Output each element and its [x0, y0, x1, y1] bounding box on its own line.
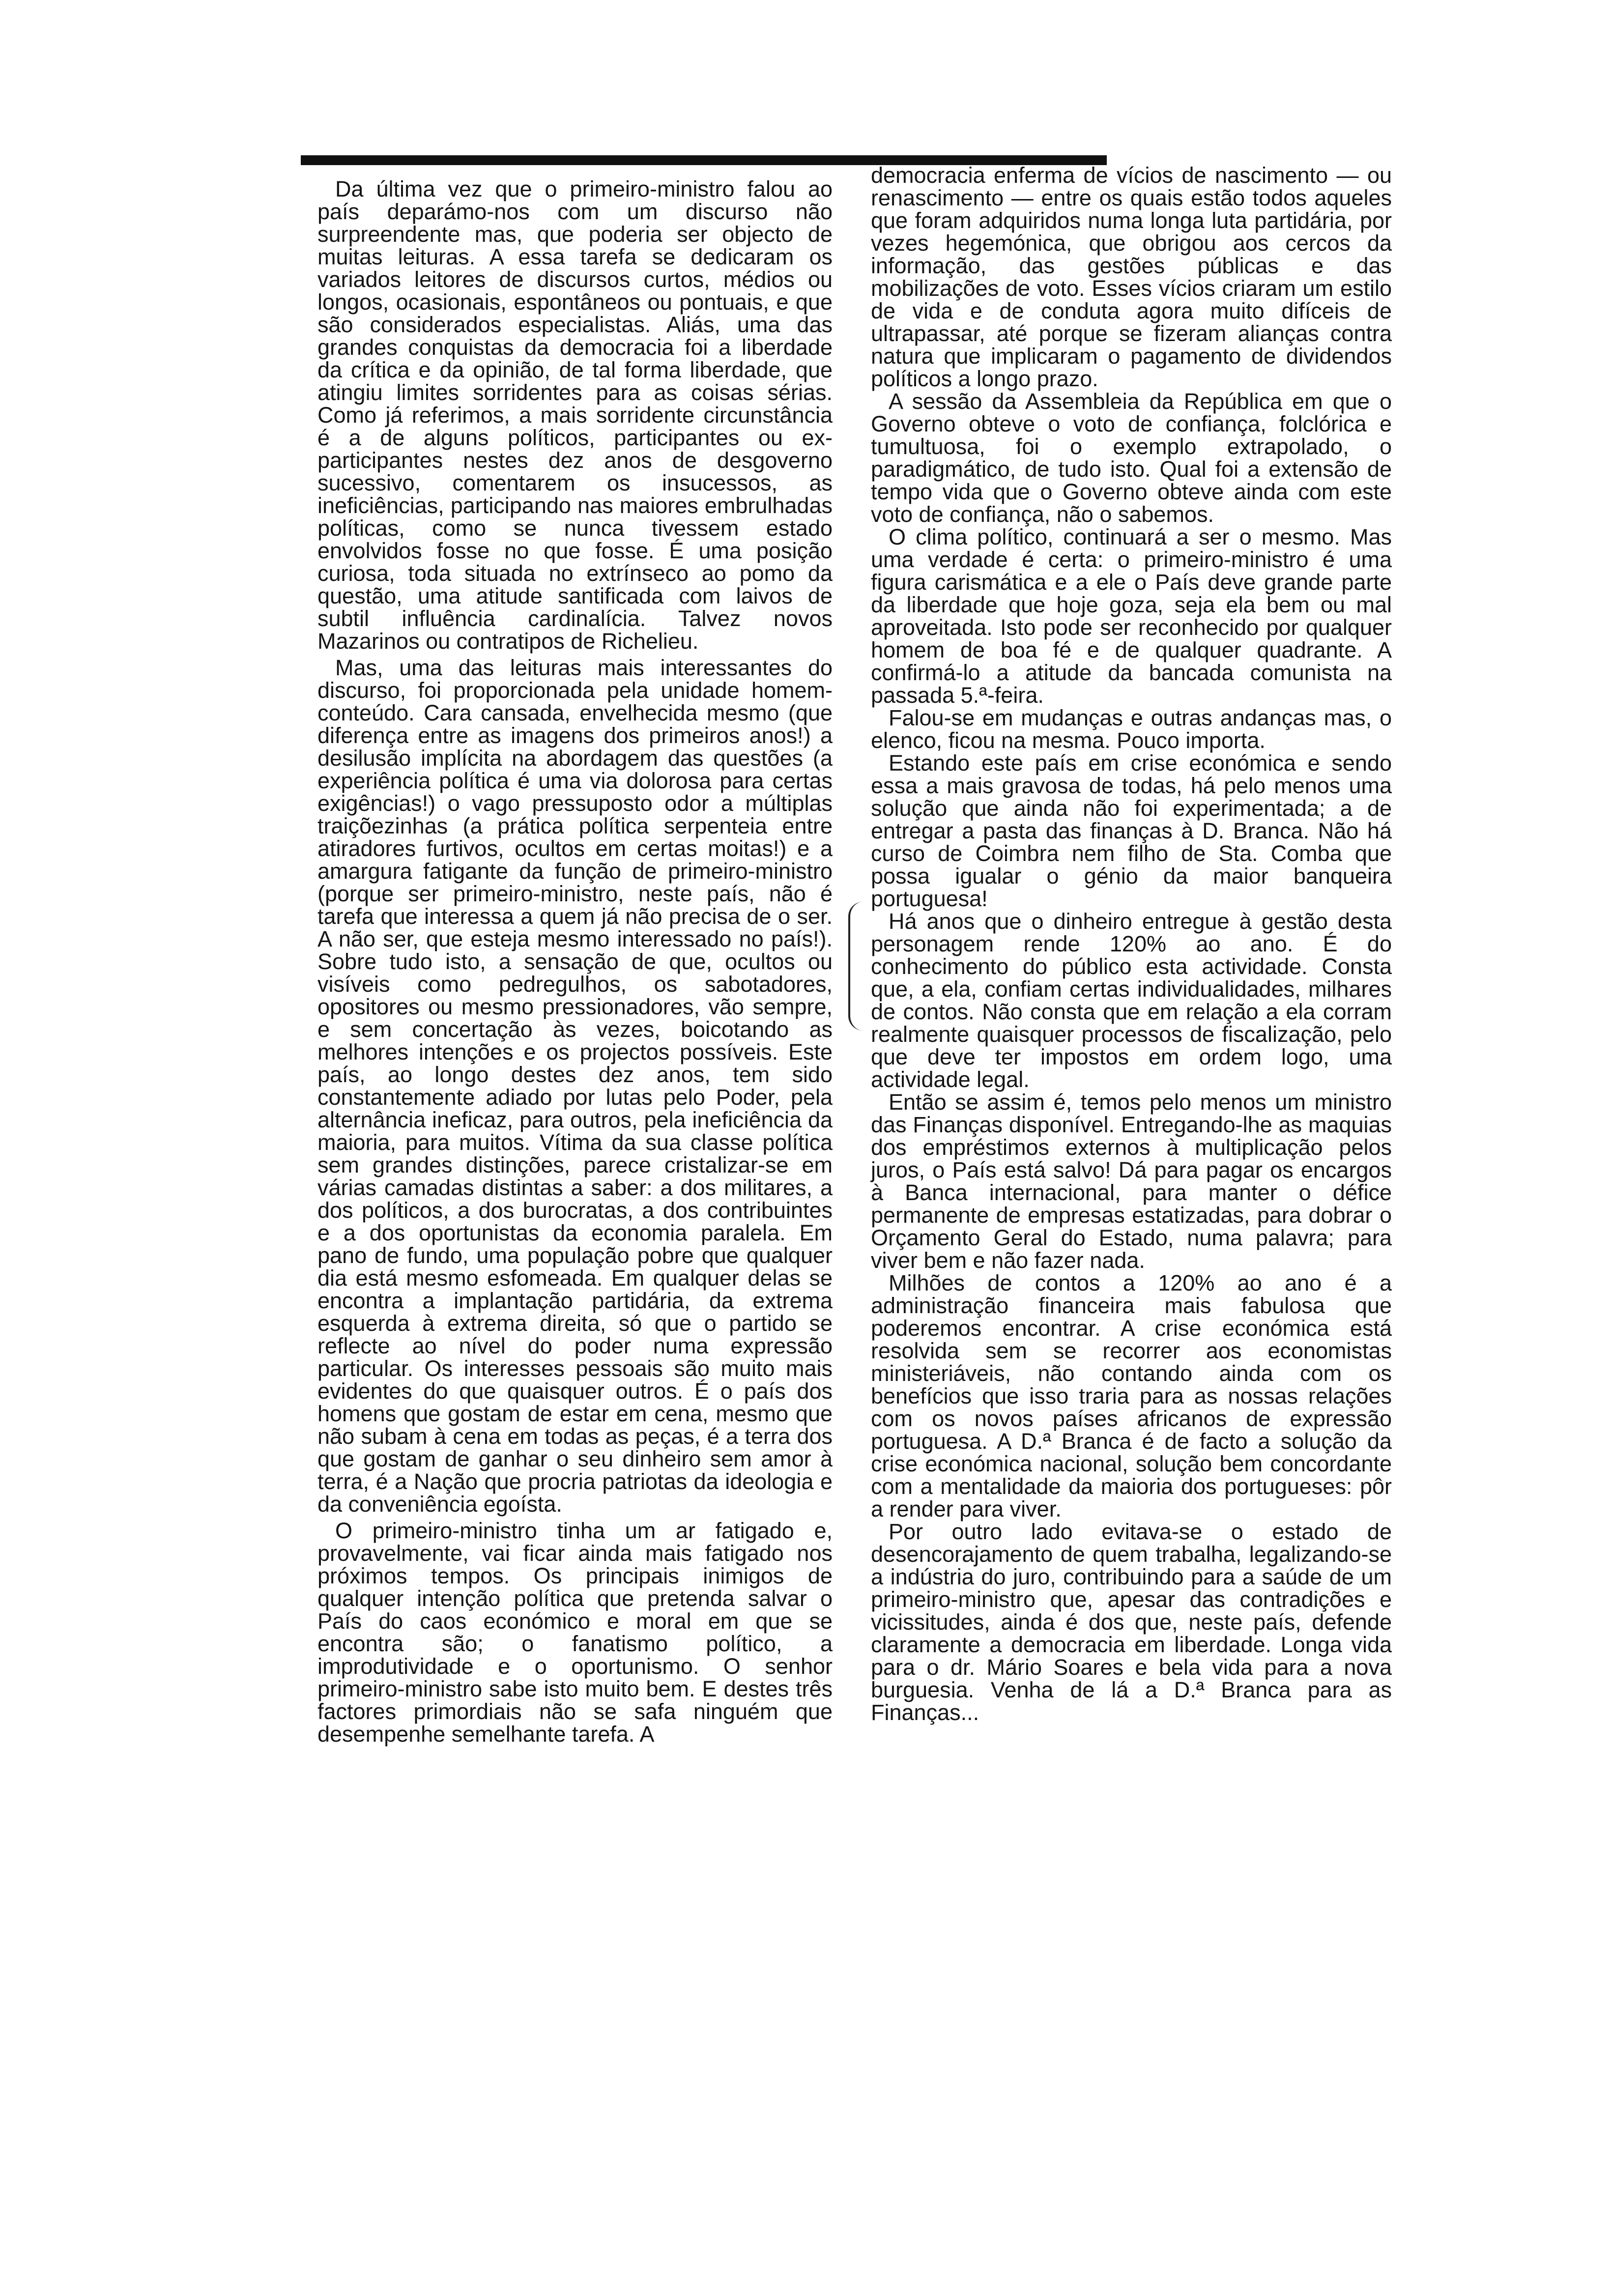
article-column-left — [317, 178, 833, 1746]
paragraph: A sessão da Assembleia da República em que o Governo obteve o voto de confiança, folclórica e tumultuosa, foi o exemplo extrapolado, o paradigmático, de tudo isto. Qual foi a extensão de tempo vida que o Governo obteve ainda com este voto de confiança, não o sabemos. — [871, 389, 1392, 527]
paragraph: Mas, uma das leituras mais interessantes do discurso, foi proporcionada pela unidade homem-conteúdo. Cara cansada, envelhecida mesmo (que diferença entre as imagens dos primeiros anos!) a desilusão implícita na abordagem das questões (a experiência política é uma via dolorosa para certas exigências!) o vago pressuposto odor a múltiplas traiçõezinhas (a prática política serpenteia entre atiradores furtivos, ocultos em certas moitas!) e a amargura fatigante da função de primeiro-ministro (porque ser primeiro-ministro, neste país, não é tarefa que interessa a quem já não precisa de o ser. A não ser, que esteja mesmo interessado no país!). Sobre tudo isto, a sensação de que, ocultos ou visíveis como pedregulhos, os sabotadores, opositores ou mesmo pressionadores, vão sempre, e sem concertação às vezes, boicotando as melhores intenções e os projectos possíveis. Este país, ao longo destes dez anos, tem sido constantemente adiado por lutas pelo Poder, pela alternância ineficaz, para outros, pela ineficiência da maioria, para muitos. Vítima da sua classe política sem grandes distinções, parece cristalizar-se em várias camadas distintas a saber: a dos militares, a dos políticos, a dos burocratas, a dos contribuintes e a dos oportunistas da economia paralela. Em pano de fundo, uma população pobre que qualquer dia está mesmo esfomeada. Em qualquer delas se encontra a implantação partidária, da extrema esquerda à extrema direita, só que o partido se reflecte ao nível do poder numa expressão particular. Os interesses pessoais são muito mais evidentes do que quaisquer outros. É o país dos homens que gostam de estar em cena, mesmo que não subam à cena em todas as peças, é a terra dos que gostam de ganhar o seu dinheiro sem amor à terra, é a Nação que procria patriotas da ideologia e da conveniência egoísta. — [317, 655, 833, 1517]
paragraph: Há anos que o dinheiro entregue à gestão desta personagem rende 120% ao ano. É do conhecimento do público esta actividade. Consta que, a ela, confiam certas individualidades, milhares de contos. Não consta que em relação a ela corram realmente quaisquer processos de fiscalização, pelo que deve ter impostos em ordem logo, uma actividade legal. — [871, 909, 1392, 1092]
paragraph: Estando este país em crise económica e sendo essa a mais gravosa de todas, há pelo menos uma solução que ainda não foi experimentada; a de entregar a pasta das finanças à D. Branca. Não há curso de Coimbra nem filho de Sta. Comba que possa igualar o génio da maior banqueira portuguesa! — [871, 750, 1392, 911]
paragraph: Falou-se em mudanças e outras andanças mas, o elenco, ficou na mesma. Pouco importa. — [871, 705, 1392, 753]
paragraph: O clima político, continuará a ser o mesmo. Mas uma verdade é certa: o primeiro-ministro é uma figura carismática e a ele o País deve grande parte da liberdade que hoje goza, seja ela bem ou mal aproveitada. Isto pode ser reconhecido por qualquer homem de boa fé e de qualquer quadrante. A confirmá-lo a atitude da bancada comunista na passada 5.ª-feira. — [871, 524, 1392, 708]
paragraph: Então se assim é, temos pelo menos um ministro das Finanças disponível. Entregando-lhe as maquias dos empréstimos externos à multiplicação pelos juros, o País está salvo! Dá para pagar os encargos à Banca internacional, para manter o défice permanente de empresas estatizadas, para dobrar o Orçamento Geral do Estado, numa palavra; para viver bem e não fazer nada. — [871, 1090, 1392, 1273]
paragraph: Por outro lado evitava-se o estado de desencorajamento de quem trabalha, legalizando-se a indústria do juro, contribuindo para a saúde de um primeiro-ministro que, apesar das contradições e vicissitudes, ainda é dos que, neste país, defende claramente a democracia em liberdade. Longa vida para o dr. Mário Soares e bela vida para a nova burguesia. Venha de lá a D.ª Branca para as Finanças... — [871, 1519, 1392, 1725]
article-column-right — [871, 164, 1392, 1724]
paragraph: O primeiro-ministro tinha um ar fatigado e, provavelmente, vai ficar ainda mais fatigado nos próximos tempos. Os principais inimigos de qualquer intenção política que pretenda salvar o País do caos económico e moral em que se encontra são; o fanatismo político, a improdutividade e o oportunismo. O senhor primeiro-ministro sabe isto muito bem. E destes três factores primordiais não se safa ninguém que desempenhe semelhante tarefa. A — [317, 1518, 833, 1747]
paragraph: Da última vez que o primeiro-ministro falou ao país deparámo-nos com um discurso não surpreendente mas, que poderia ser objecto de muitas leituras. A essa tarefa se dedicaram os variados leitores de discursos curtos, médios ou longos, ocasionais, espontâneos ou pontuais, e que são considerados especialistas. Aliás, uma das grandes conquistas da democracia foi a liberdade da crítica e da opinião, de tal forma liberdade, que atingiu limites sorridentes para as coisas sérias. Como já referimos, a mais sorridente circunstância é a de alguns políticos, participantes ou ex-participantes nestes dez anos de desgoverno sucessivo, comentarem os insucessos, as ineficiências, participando nas maiores embrulhadas políticas, como se nunca tivessem estado envolvidos fosse no que fosse. É uma posição curiosa, toda situada no extrínseco ao pomo da questão, uma atitude santificada com laivos de subtil influência cardinalícia. Talvez novos Mazarinos ou contratipos de Richelieu. — [317, 176, 833, 654]
paragraph: Milhões de contos a 120% ao ano é a administração financeira mais fabulosa que poderemos encontrar. A crise económica está resolvida sem se recorrer aos economistas ministeriáveis, não contando ainda com os benefícios que isso traria para as nossas relações com os novos países africanos de expressão portuguesa. A D.ª Branca é de facto a solução da crise económica nacional, solução bem concordante com a mentalidade da maioria dos portugueses: pôr a render para viver. — [871, 1270, 1392, 1521]
paragraph: democracia enferma de vícios de nascimento — ou renascimento — entre os quais estão todos aqueles que foram adquiridos numa longa luta partidária, por vezes hegemónica, que obrigou aos cercos da informação, das gestões públicas e das mobilizações de voto. Esses vícios criaram um estilo de vida e de conduta agora muito difíceis de ultrapassar, até porque se fizeram alianças contra natura que implicaram o pagamento de dividendos políticos a longo prazo. — [871, 163, 1392, 391]
margin-bracket — [848, 902, 865, 1031]
